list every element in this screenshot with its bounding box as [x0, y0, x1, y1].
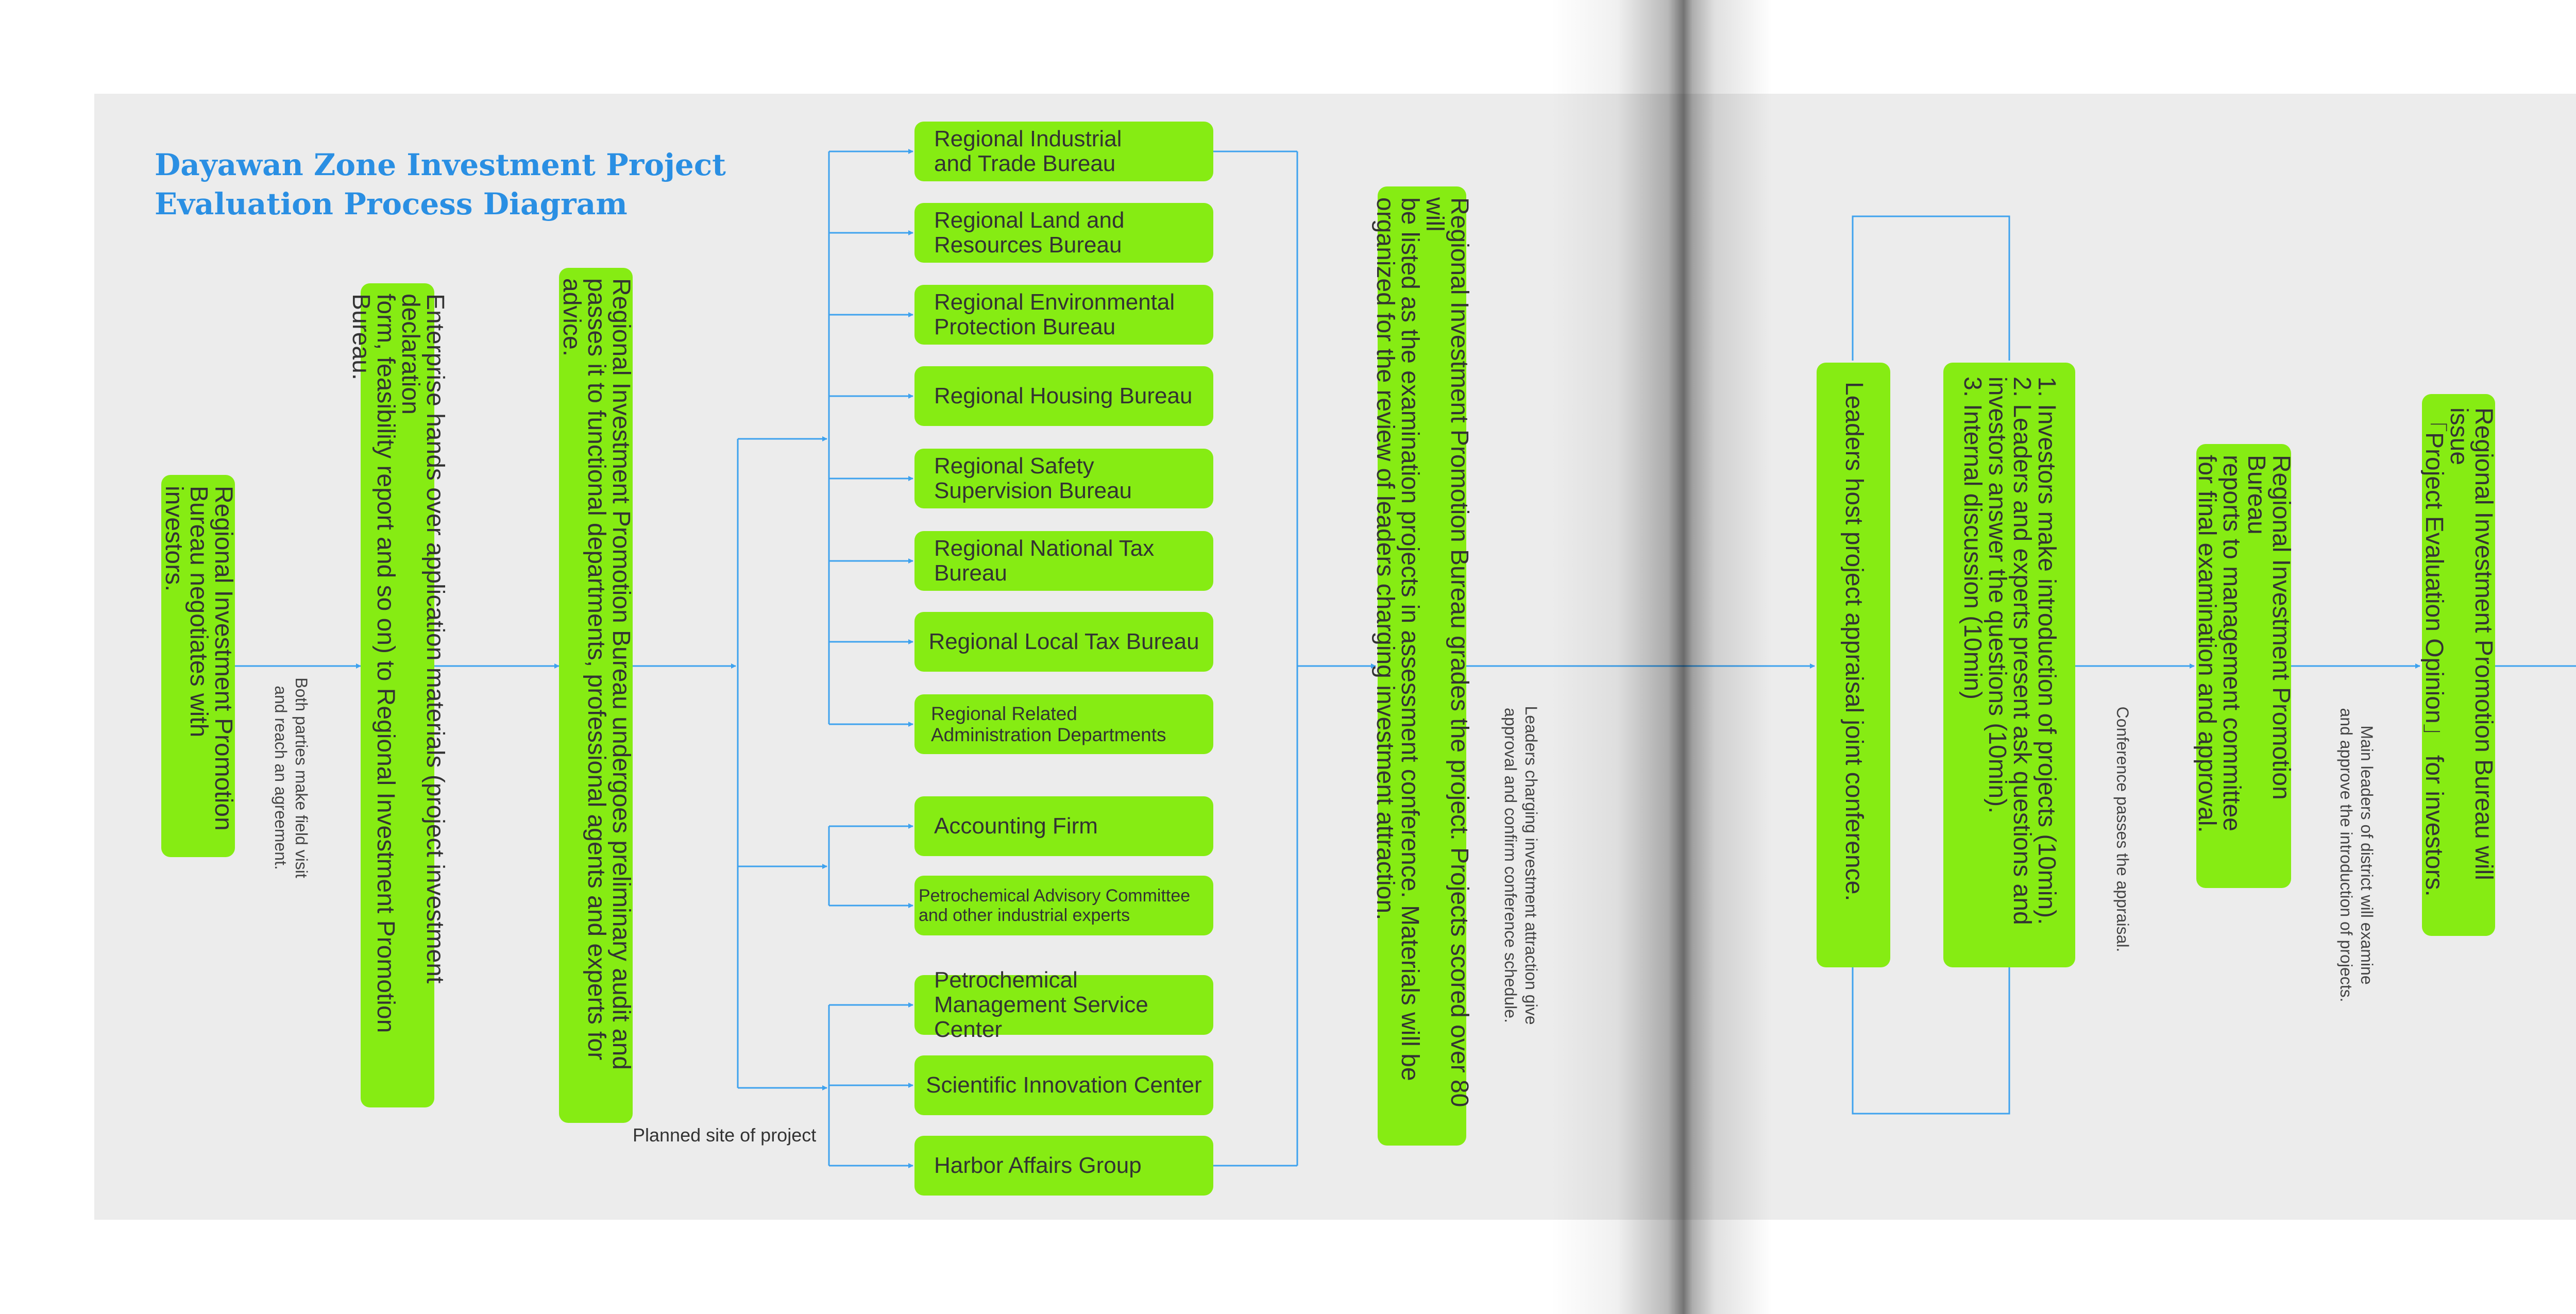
dept-local-tax: Regional Local Tax Bureau [914, 612, 1213, 672]
step-agenda-text: 1. Investors make introduction of projects (10min). 2. Leaders and experts present ask questions and investors answer the questions (10min). 3. Internal discussion (10min) [1959, 377, 2060, 925]
note-leaders-approval-wrap [1490, 680, 1552, 1051]
step-hand-over-text: Enterprise hands over application materials (project investment declaration form, feasibility report and so on) to Regional Investment Promotion Bureau. [347, 294, 449, 1033]
site-harbor-affairs: Harbor Affairs Group [914, 1136, 1213, 1196]
step-reports [2193, 444, 2295, 888]
note-conference-passes-wrap [2102, 685, 2143, 974]
step-agenda [1943, 363, 2075, 967]
site-scientific-innovation: Scientific Innovation Center [914, 1055, 1213, 1115]
dept-housing: Regional Housing Bureau [914, 366, 1213, 426]
conference-bracket-bottom [1853, 967, 2009, 1114]
title-line-2: Evaluation Process Diagram [155, 186, 628, 221]
conference-bracket-top [1853, 216, 2009, 361]
agent-accounting-firm: Accounting Firm [914, 796, 1213, 856]
note-field-visit-wrap [260, 659, 322, 896]
dept-environmental: Regional Environmental Protection Bureau [914, 285, 1213, 345]
step-joint-conference-text: Leaders host project appraisal joint conference. [1840, 382, 1868, 901]
dept-land-resources: Regional Land and Resources Bureau [914, 203, 1213, 263]
step-negotiate [161, 475, 235, 857]
note-conference-passes: Conference passes the appraisal. [2113, 706, 2132, 952]
note-main-leaders: Main leaders of district will examine and approve the introduction of projects. [2337, 708, 2376, 1002]
step-hand-over [347, 283, 449, 1107]
step-grades-text: Regional Investment Promotion Bureau grades the project. Projects scored over 80 will be listed as the examination projects in assessment conference. Materials will be organized for the review of leaders charging investment attraction. [1371, 197, 1473, 1107]
step-grades [1371, 186, 1473, 1146]
step-issue-opinion [2422, 394, 2495, 936]
step-reports-text: Regional Investment Promotion Bureau reports to management committee for final examination and approval. [2193, 455, 2295, 833]
title-line-1: Dayawan Zone Investment Project [155, 147, 726, 182]
note-leaders-approval: Leaders charging investment attraction give approval and confirm conference schedule. [1501, 706, 1540, 1025]
dept-national-tax: Regional National Tax Bureau [914, 531, 1213, 591]
note-planned-site: Planned site of project [633, 1124, 817, 1146]
step-issue-opinion-text: Regional Investment Promotion Bureau will issue 「Project Evaluation Opinion」 for investors. [2420, 407, 2497, 897]
dept-safety: Regional Safety Supervision Bureau [914, 449, 1213, 508]
agent-petrochemical-advisory: Petrochemical Advisory Committee and other industrial experts [914, 876, 1213, 935]
site-petrochemical-center: Petrochemical Management Service Center [914, 975, 1213, 1035]
step-negotiate-text: Regional Investment Promotion Bureau negotiates with investors. [160, 486, 237, 831]
dept-industrial-trade: Regional Industrial and Trade Bureau [914, 122, 1213, 181]
step-joint-conference [1817, 363, 1890, 967]
note-main-leaders-wrap [2326, 685, 2387, 1025]
step-preliminary-audit [559, 268, 633, 1123]
dept-related-admin: Regional Related Administration Departments [914, 694, 1213, 754]
step-preliminary-audit-text: Regional Investment Promotion Bureau undergoes preliminary audit and passes it to functional departments, professional agents and experts for advice. [557, 278, 635, 1070]
note-field-visit: Both parties make field visit and reach an agreement. [272, 677, 311, 878]
